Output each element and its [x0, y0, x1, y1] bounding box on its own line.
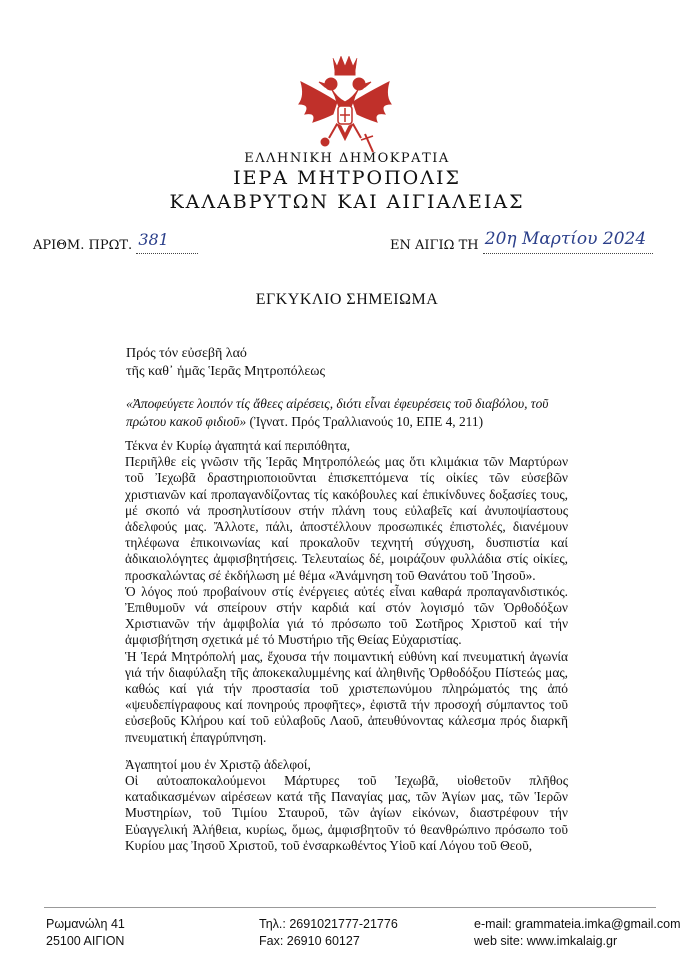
- greeting: Τέκνα ἐν Κυρίῳ ἀγαπητά καί περιπόθητα,: [125, 438, 351, 453]
- footer-fax: Fax: 26910 60127: [259, 934, 360, 948]
- header-diocese: ΚΑΛΑΒΡΥΤΩΝ ΚΑΙ ΑΙΓΙΑΛΕΙΑΣ: [169, 191, 525, 213]
- footer-online: [474, 916, 681, 950]
- protocol-number-label: ΑΡΙΘΜ. ΠΡΩΤ.: [33, 238, 133, 253]
- footer-street: Ρωμανώλη 41: [46, 917, 125, 931]
- epigraph-quote: [126, 395, 566, 431]
- footer-address: [46, 916, 125, 950]
- double-headed-eagle-emblem: [293, 52, 397, 162]
- header-metropolis: ΙΕΡΑ ΜΗΤΡΟΠΟΛΙΣ: [233, 167, 461, 189]
- epigraph-text: «Ἀποφεύγετε λοιπόν τίς ἄθεες αἱρέσεις, διότι εἶναι ἐφευρέσεις τοῦ διαβόλου, τοῦ πρώτου κακοῦ φιδιοῦ»: [126, 396, 549, 429]
- header-country: ΕΛΛΗΝΙΚΗ ΔΗΜΟΚΡΑΤΙΑ: [244, 151, 450, 166]
- epigraph-source: (Ἰγνατ. Πρός Τραλλιανούς 10, ΕΠΕ 4, 211): [246, 414, 484, 429]
- greeting-2: Ἀγαπητοί μου ἐν Χριστῷ ἀδελφοί,: [125, 756, 311, 772]
- letter-body: [125, 438, 568, 854]
- footer-phone: Τηλ.: 2691021777-21776: [259, 917, 398, 931]
- footer-contact: [259, 916, 398, 950]
- protocol-number-value: 381: [138, 230, 169, 249]
- addressee-line-2: τῆς καθ᾽ ἡμᾶς Ἱερᾶς Μητροπόλεως: [126, 364, 326, 379]
- document-title: ΕΓΚΥΚΛΙΟ ΣΗΜΕΙΩΜΑ: [255, 291, 439, 308]
- issue-place-label: ΕΝ ΑΙΓΙΩ ΤΗ: [390, 238, 479, 253]
- footer-city: 25100 ΑΙΓΙΟΝ: [46, 934, 125, 948]
- footer-email[interactable]: e-mail: grammateia.imka@gmail.com: [474, 917, 681, 931]
- footer-website[interactable]: web site: www.imkalaig.gr: [474, 934, 618, 948]
- issue-date-value: 20η Μαρτίου 2024: [484, 229, 647, 249]
- issue-date: [390, 229, 653, 254]
- paragraph-2: Ὁ λόγος πού προβαίνουν στίς ἐνέργειες αὐτές εἶναι καθαρά προπαγανδιστικός. Ἐπιθυμοῦν νά σπείρουν στήν καρδιά καί στόν λογισμό τῶν Ὀρθοδόξων Χριστιανῶν τήν ἀμφιβολία γιά τό πρόσωπο τοῦ Σωτῆρος Χριστοῦ καί τήν ἀμφισβήτηση σχετικά μέ τό Μυστήριο τῆς Θείας Εὐχαριστίας.: [125, 583, 568, 648]
- protocol-number: [33, 230, 198, 254]
- paragraph-4: Οἱ αὐτοαποκαλούμενοι Μάρτυρες τοῦ Ἰεχωβᾶ, υἱοθετοῦν πλῆθος καταδικασμένων αἱρέσεων κατά τῆς Παναγίας μας, τῶν Ἁγίων μας, τῶν Ἱερῶν Μυστηρίων, τοῦ Τιμίου Σταυροῦ, τῶν ἁγίων εἰκόνων, διαστρέφουν τήν Εὐαγγελική Ἀλήθεια, κυρίως, ὅμως, ἀμφισβητοῦν τό θεανθρώπινο πρόσωπο τοῦ Κυρίου μας Ἰησοῦ Χριστοῦ, τοῦ ἐνσαρκωθέντος Υἱοῦ καί Λόγου τοῦ Θεοῦ,: [125, 773, 568, 853]
- addressee-line-1: Πρός τόν εὐσεβῆ λαό: [126, 346, 247, 361]
- paragraph-1: Περιῆλθε εἰς γνῶσιν τῆς Ἱερᾶς Μητροπόλεώς μας ὅτι κλιμάκια τῶν Μαρτύρων τοῦ Ἰεχωβᾶ δραστηριοποιοῦνται ἐπισκεπτόμενα τίς οἰκίες τῶν εὐσεβῶν χριστιανῶν καί προπαγανδίζοντας τίς κακόβουλες καί ἐπικίνδυνες δοξασίες τους, μέ σκοπό νά προσηλυτίσουν στήν πλάνη τους εὐλαβεῖς καί ἀνυποψίαστους ἀδελφούς μας. Ἄλλοτε, πάλι, ἀποστέλλουν προσωπικές ἐπιστολές, διανέμουν τηλέφωνα ἐπικοινωνίας καί προκαλοῦν τεχνητή σύγχυση, δυσπιστία καί ἀδικαιολόγητες ἀμφισβητήσεις. Τελευταίως δέ, μοιράζουν φυλλάδια στίς οἰκίες, προσκαλώντας σέ ἐκδήλωση μέ θέμα «Ἀνάμνηση τοῦ Θανάτου τοῦ Ἰησοῦ».: [125, 454, 568, 583]
- footer-divider: [44, 907, 656, 908]
- paragraph-3: Ἡ Ἱερά Μητρόπολή μας, ἔχουσα τήν ποιμαντική εὐθύνη καί πνευματική ἀγωνία γιά τήν διαφύλαξη τῆς ἀποκεκαλυμμένης καί ἀληθινῆς Ὀρθοδόξου Πίστεώς μας, καθώς καί γιά τήν προστασία τοῦ χριστεπωνύμου πληρώματός της ἀπό «ψευδεπίγραφους καί πονηρούς προφῆτες», ἐφιστᾶ τήν προσοχή σύμπαντος τοῦ εὐσεβοῦς Κλήρου καί τοῦ εὐλαβοῦς Λαοῦ, ἀπευθύνοντας κάλεσμα πρός διαρκῆ πνευματική ἐπαγρύπνηση.: [125, 648, 568, 745]
